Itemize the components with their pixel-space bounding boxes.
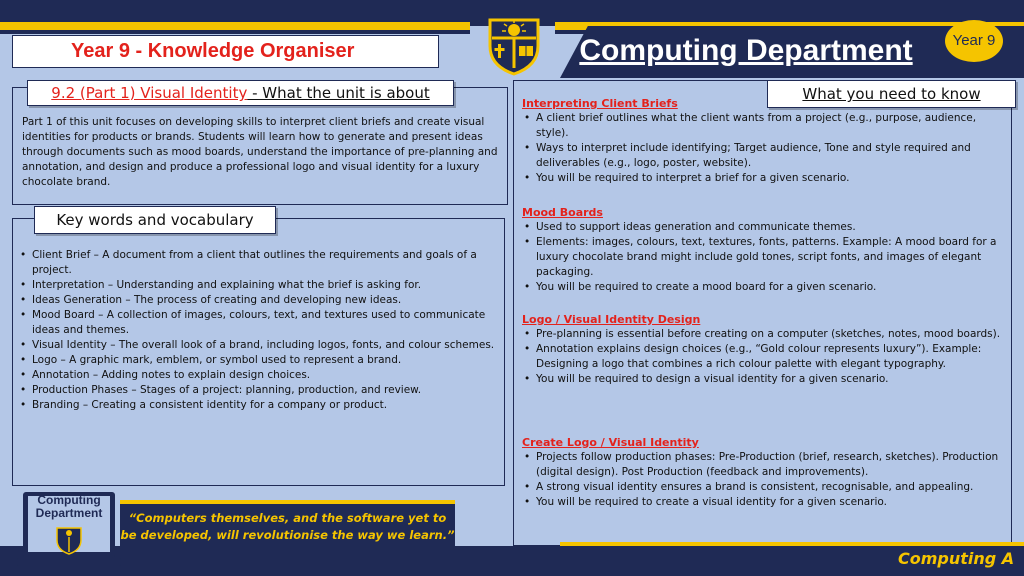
list-item: • Annotation explains design choices (e.g., “Gold colour represents luxury”). Example: Designing a logo that combines a rich colour palette with elegant typography.	[536, 342, 1004, 372]
unit-about-label: - What the unit is about	[247, 84, 430, 102]
footer-bar	[0, 546, 1024, 576]
keywords-list	[18, 248, 498, 413]
section-heading: Interpreting Client Briefs	[522, 97, 678, 110]
section-heading: Create Logo / Visual Identity	[522, 436, 699, 449]
list-item: • Logo – A graphic mark, emblem, or symbol used to represent a brand.	[32, 353, 498, 368]
list-item: • Ways to interpret include identifying; Target audience, Tone and style required and deliverables (e.g., logo, poster, website).	[536, 141, 1004, 171]
list-item: • Production Phases – Stages of a project: planning, production, and review.	[32, 383, 498, 398]
list-item: • Projects follow production phases: Pre-Production (brief, research, sketches). Production (digital design). Post Production (feedback and improvements).	[536, 450, 1004, 480]
list-item: • Branding – Creating a consistent identity for a company or product.	[32, 398, 498, 413]
list-item: • Elements: images, colours, text, textures, fonts, patterns. Example: A mood board for a luxury chocolate brand might include gold tones, script fonts, and images of elegant packaging.	[536, 235, 1004, 280]
need-to-know-heading: What you need to know	[767, 80, 1016, 108]
laptop-title: Computing Department	[35, 493, 103, 520]
section-mood-boards	[522, 205, 1004, 295]
keywords-heading: Key words and vocabulary	[34, 206, 276, 234]
list-item: • You will be required to interpret a brief for a given scenario.	[536, 171, 1004, 186]
section-create-logo	[522, 435, 1004, 510]
department-title: Computing Department	[579, 34, 913, 67]
section-client-briefs	[522, 96, 1004, 186]
section-logo-design	[522, 312, 1004, 387]
unit-about-text: Part 1 of this unit focuses on developing skills to interpret client briefs and create visual identities for products or brands. Students will learn how to generate and present ideas through documents such as mood boards, understand the importance of pre-planning and annotation, and design and produce a professional logo and visual identity for a luxury chocolate brand.	[22, 116, 498, 188]
list-item: • Annotation – Adding notes to explain design choices.	[32, 368, 498, 383]
list-item: • Pre-planning is essential before creating on a computer (sketches, notes, mood boards).	[536, 327, 1004, 342]
school-crest-icon	[486, 16, 542, 76]
list-item: • You will be required to create a mood board for a given scenario.	[536, 280, 1004, 295]
header-gold-stripe-left	[0, 22, 470, 30]
list-item: • Client Brief – A document from a client that outlines the requirements and goals of a project.	[32, 248, 498, 278]
list-item: • Mood Board – A collection of images, colours, text, and textures used to communicate ideas and themes.	[32, 308, 498, 338]
list-item: • A client brief outlines what the client wants from a project (e.g., purpose, audience, style).	[536, 111, 1004, 141]
list-item: • Visual Identity – The overall look of a brand, including logos, fonts, and colour schemes.	[32, 338, 498, 353]
unit-about-heading	[27, 80, 454, 106]
section-heading: Mood Boards	[522, 206, 603, 219]
list-item: • Ideas Generation – The process of creating and developing new ideas.	[32, 293, 498, 308]
year-badge: Year 9	[945, 20, 1003, 62]
quote-box: “Computers themselves, and the software yet to be developed, will revolutionise the way we learn.”	[120, 500, 455, 550]
section-heading: Logo / Visual Identity Design	[522, 313, 701, 326]
list-item: • Interpretation – Understanding and explaining what the brief is asking for.	[32, 278, 498, 293]
list-item: • Used to support ideas generation and communicate themes.	[536, 220, 1004, 235]
header-navy-stripe-left	[0, 30, 470, 34]
list-item: • You will be required to design a visual identity for a given scenario.	[536, 372, 1004, 387]
list-item: • You will be required to create a visual identity for a given scenario.	[536, 495, 1004, 510]
footer-subject-label: Computing A	[898, 549, 1015, 568]
unit-name: 9.2 (Part 1) Visual Identity	[51, 84, 248, 102]
page-title: Year 9 - Knowledge Organiser	[12, 35, 439, 68]
list-item: • A strong visual identity ensures a brand is consistent, recognisable, and appealing.	[536, 480, 1004, 495]
